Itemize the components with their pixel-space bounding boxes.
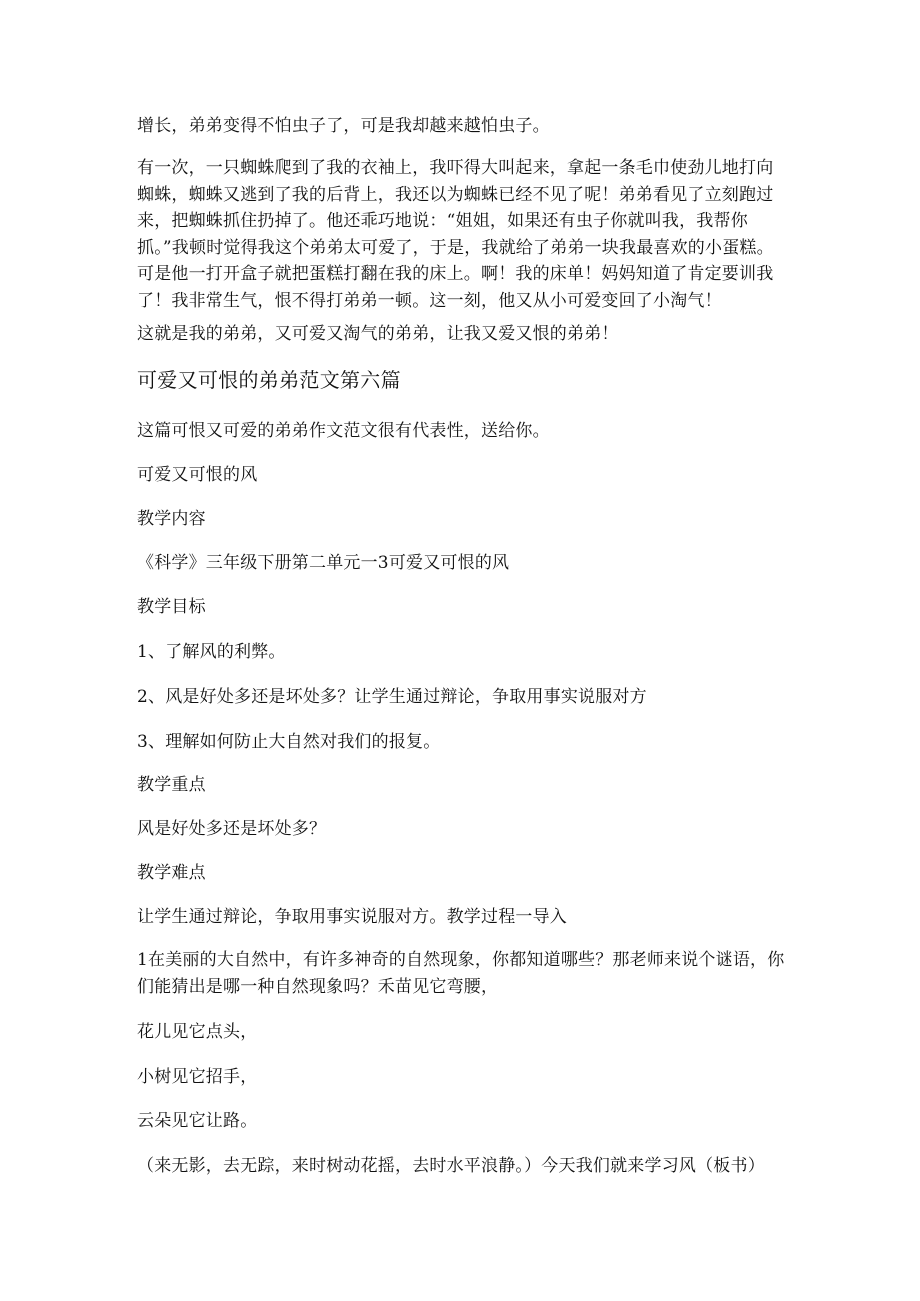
label-teaching-goals: 教学目标 [137, 597, 206, 617]
label-teaching-focus: 教学重点 [137, 775, 206, 795]
teaching-difficulty-text: 让学生通过辩论，争取用事实说服对方。教学过程一导入 [137, 907, 567, 927]
goal-item-1: 1、了解风的利弊。 [137, 642, 286, 662]
riddle-line-clouds: 云朵见它让路。 [137, 1111, 258, 1131]
paragraph-conclusion: 这就是我的弟弟，又可爱又淘气的弟弟，让我又爱又恨的弟弟！ [137, 324, 619, 344]
paragraph-recommendation: 这篇可恨又可爱的弟弟作文范文很有代表性，送给你。 [137, 421, 550, 441]
section-heading: 可爱又可恨的弟弟范文第六篇 [137, 368, 401, 392]
paragraph-intro: 增长，弟弟变得不怕虫子了，可是我却越来越怕虫子。 [137, 116, 550, 136]
label-teaching-content: 教学内容 [137, 509, 206, 529]
paragraph-spider-story: 有一次，一只蜘蛛爬到了我的衣袖上，我吓得大叫起来，拿起一条毛巾使劲儿地打向蜘蛛，蜘蛛又逃到了我的后背上，我还以为蜘蛛已经不见了呢！弟弟看见了立刻跑过来，把蜘蛛抓住扔掉了。他还乖巧地说：“姐姐，如果还有虫子你就叫我，我帮你抓。”我顿时觉得我这个弟弟太可爱了，于是，我就给了弟弟一块我最喜欢的小蛋糕。可是他一打开盒子就把蛋糕打翻在我的床上。啊！我的床单！妈妈知道了肯定要训我了！我非常生气，恨不得打弟弟一顿。这一刻，他又从小可爱变回了小淘气！ [137, 158, 774, 311]
teaching-focus-text: 风是好处多还是坏处多？ [137, 819, 327, 839]
label-teaching-difficulty: 教学难点 [137, 863, 206, 883]
lesson-title: 可爱又可恨的风 [137, 465, 258, 485]
teaching-content-text: 《科学》三年级下册第二单元一3可爱又可恨的风 [137, 553, 510, 573]
goal-item-3: 3、理解如何防止大自然对我们的报复。 [137, 732, 441, 752]
introduction-paragraph: 1在美丽的大自然中，有许多神奇的自然现象，你都知道哪些？那老师来说个谜语，你们能猜出是哪一种自然现象吗？禾苗见它弯腰， [137, 950, 785, 997]
riddle-line-trees: 小树见它招手， [137, 1067, 258, 1087]
riddle-answer-paragraph: （来无影，去无踪，来时树动花摇，去时水平浪静。）今天我们就来学习风（板书） [137, 1156, 765, 1176]
goal-item-2: 2、风是好处多还是坏处多？让学生通过辩论，争取用事实说服对方 [137, 687, 647, 707]
riddle-line-flowers: 花儿见它点头， [137, 1022, 258, 1042]
